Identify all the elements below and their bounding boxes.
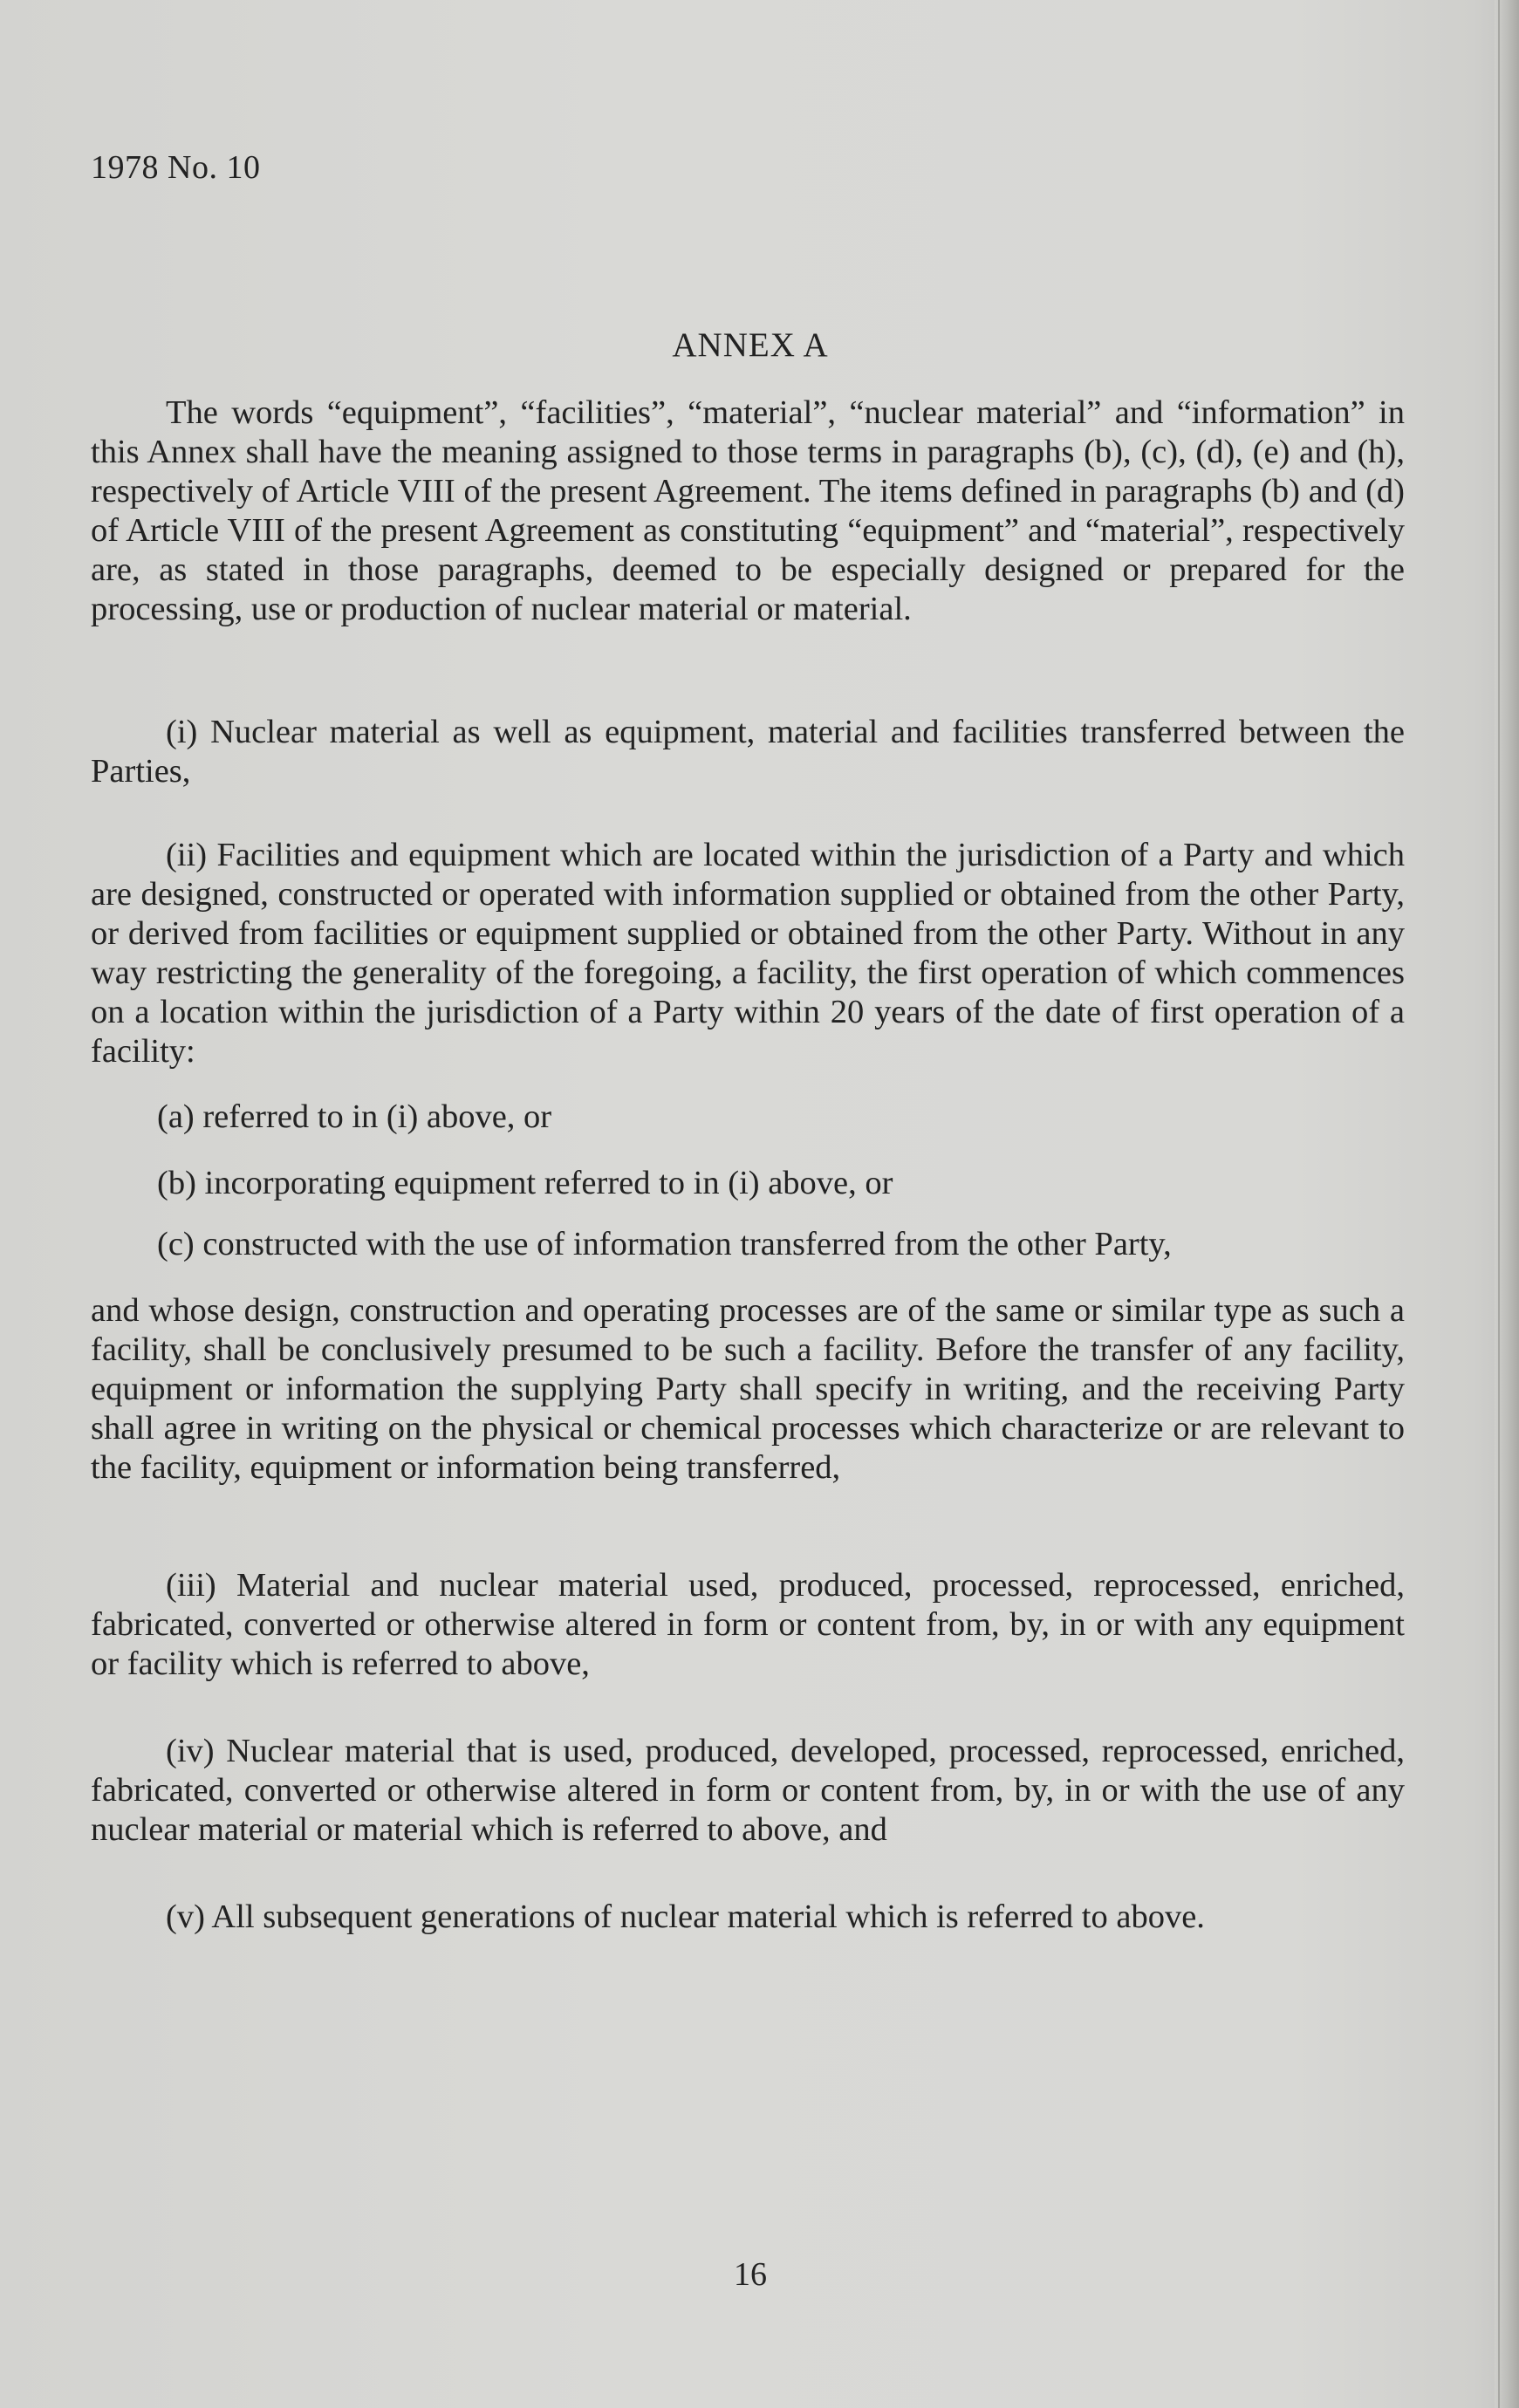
item-iv-paragraph: (iv) Nuclear material that is used, produced, developed, processed, reprocessed, enriched, fabricated, converted or otherwise altered in form or content from, by, in or with the use of any nuclear material or material which is referred to above, and [91, 1733, 1405, 1848]
item-v-paragraph: (v) All subsequent generations of nuclear material which is referred to above. [166, 1898, 1205, 1935]
annex-intro-paragraph: The words “equipment”, “facilities”, “material”, “nuclear material” and “information” in this Annex shall have the meaning assigned to those terms in paragraphs (b), (c), (d), (e) and (h), respectively of Article VIII of the present Agreement. The items defined in paragraphs (b) and (d) of Article VIII of the present Agreement as constituting “equipment” and “material”, respectively are, as stated in those paragraphs, deemed to be especially designed or prepared for the processing, use or production of nuclear material or material. [91, 394, 1405, 627]
item-ii-paragraph: (ii) Facilities and equipment which are located within the jurisdiction of a Party and which are designed, constructed or operated with information supplied or obtained from the other Party, or derived from facilities or equipment supplied or obtained from the other Party. Without in any way restricting the generality of the foregoing, a facility, the first operation of which commences on a location within the jurisdiction of a Party within 20 years of the date of first operation of a facility: [91, 837, 1405, 1070]
page-number: 16 [734, 2256, 767, 2293]
binding-edge-line [1498, 0, 1500, 2408]
item-iii-paragraph: (iii) Material and nuclear material used, produced, processed, reprocessed, enriched, fabricated, converted or otherwise altered in form or content from, by, in or with any equipment or facility which is referred to above, [91, 1567, 1405, 1682]
annex-title: ANNEX A [672, 326, 829, 364]
subitem-b: (b) incorporating equipment referred to in (i) above, or [157, 1165, 893, 1201]
item-i-paragraph: (i) Nuclear material as well as equipment, material and facilities transferred between the Parties, [91, 714, 1405, 790]
running-head: 1978 No. 10 [91, 149, 261, 186]
subitem-a: (a) referred to in (i) above, or [157, 1098, 552, 1135]
item-ii-continuation-paragraph: and whose design, construction and operating processes are of the same or similar type as such a facility, shall be conclusively presumed to be such a facility. Before the transfer of any facility, equipment or information the supplying Party shall specify in writing, and the receiving Party shall agree in writing on the physical or chemical processes which characterize or are relevant to the facility, equipment or information being transferred, [91, 1292, 1405, 1486]
subitem-c: (c) constructed with the use of information transferred from the other Party, [157, 1226, 1172, 1262]
